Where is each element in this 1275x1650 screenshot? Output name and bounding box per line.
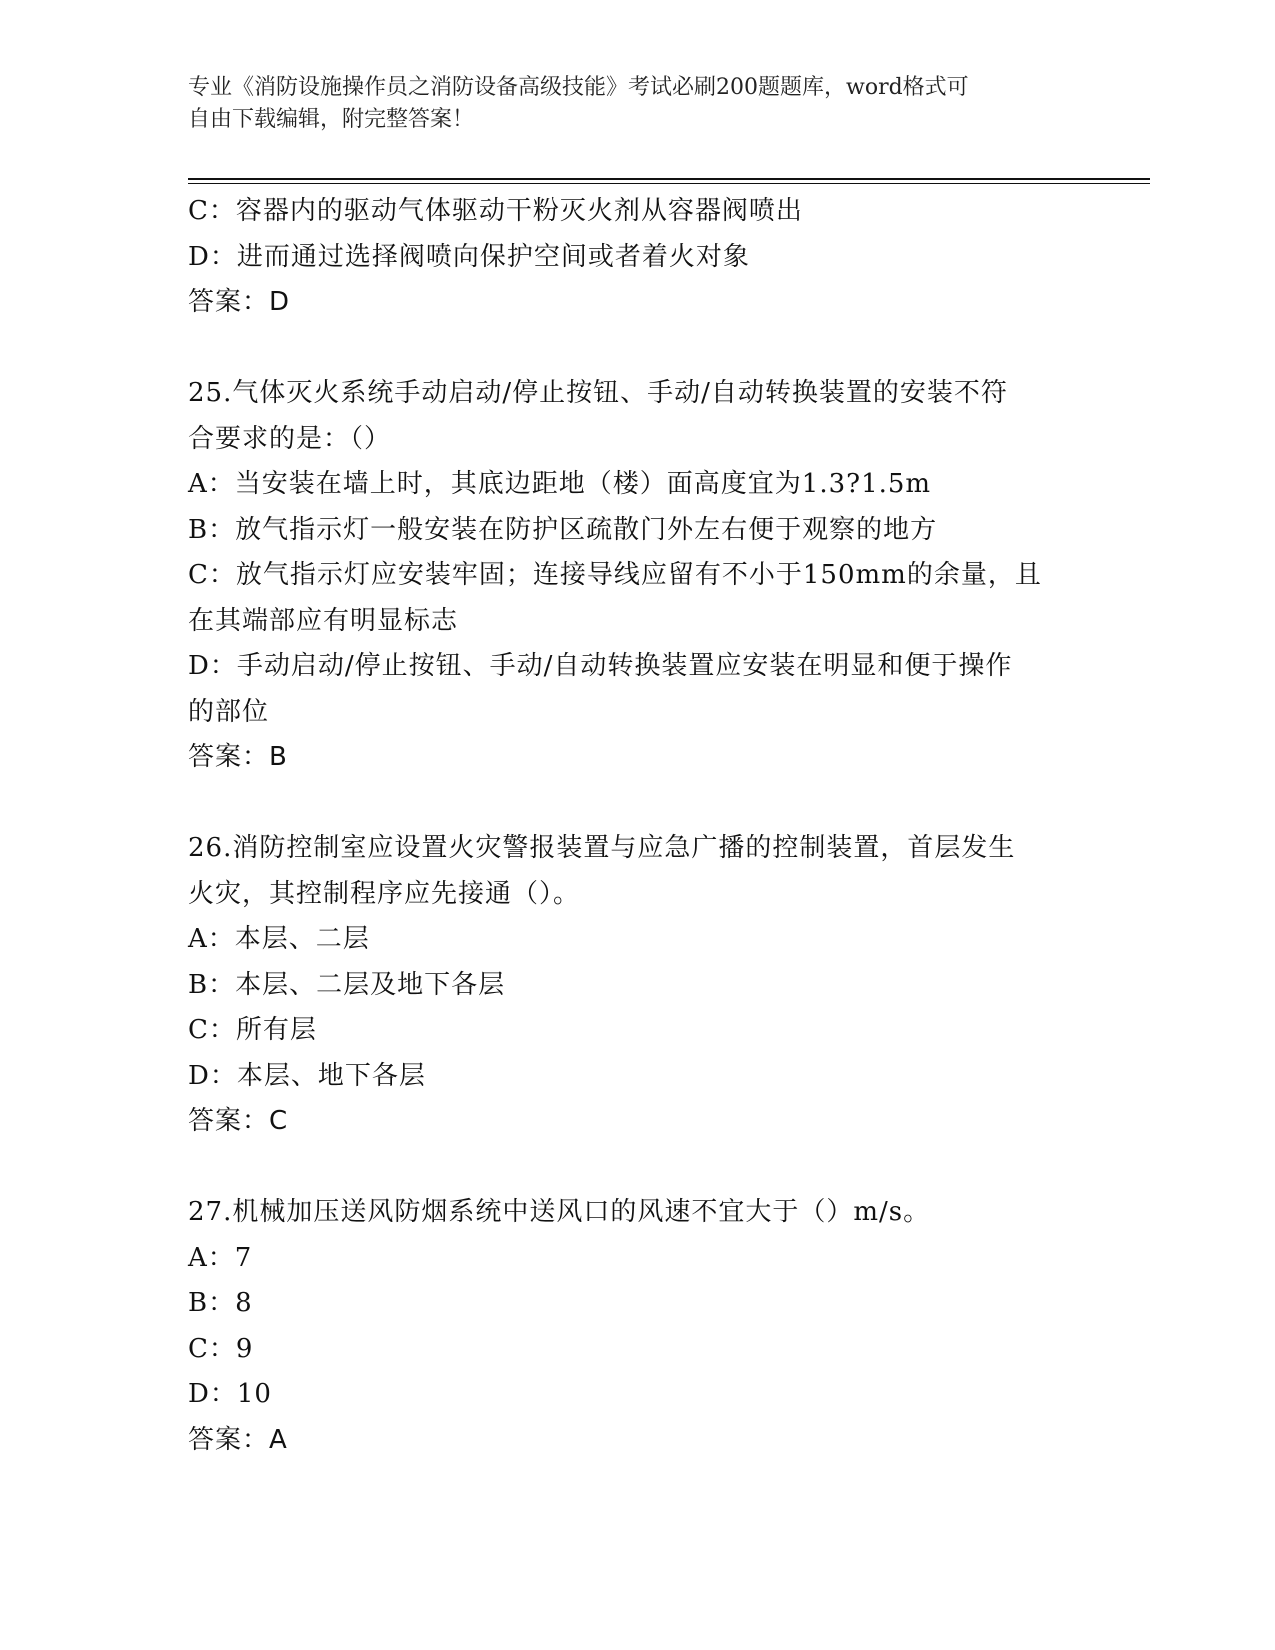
document-header [188, 72, 1088, 136]
option-b: B：本层、二层及地下各层 [188, 969, 506, 1000]
spacer [188, 326, 1078, 372]
option-b: B：8 [188, 1288, 253, 1318]
option-d: D：进而通过选择阀喷向保护空间或者着火对象 [188, 241, 750, 272]
option-c: C：所有层 [188, 1015, 317, 1045]
question-26 [188, 826, 1078, 1145]
question-stem-continued: 合要求的是：（） [188, 423, 392, 454]
header-line-1: 专业《消防设施操作员之消防设备高级技能》考试必刷200题题库，word格式可 [188, 75, 969, 100]
previous-question-tail [188, 189, 1078, 326]
answer: 答案：B [188, 742, 288, 772]
question-27 [188, 1190, 1078, 1463]
spacer [188, 781, 1078, 827]
answer: 答案：C [188, 1106, 289, 1136]
header-line-2: 自由下载编辑，附完整答案！ [188, 107, 475, 132]
answer: 答案：A [188, 1424, 288, 1455]
option-c: C：9 [188, 1333, 254, 1364]
option-c-continued: 在其端部应有明显标志 [188, 605, 459, 636]
spacer [188, 1145, 1078, 1191]
question-stem: 25.气体灭火系统手动启动/停止按钮、手动/自动转换装置的安装不符 [188, 378, 1008, 408]
option-d: D：手动启动/停止按钮、手动/自动转换装置应安装在明显和便于操作 [188, 651, 1013, 681]
question-25 [188, 371, 1078, 781]
header-rule-thin [188, 183, 1150, 184]
option-d: D：本层、地下各层 [188, 1060, 426, 1091]
option-d-continued: 的部位 [188, 696, 270, 727]
option-a: A：本层、二层 [188, 924, 370, 954]
question-stem-continued: 火灾，其控制程序应先接通（）。 [188, 878, 581, 909]
document-body [188, 189, 1078, 1463]
answer: 答案：D [188, 287, 291, 317]
question-stem: 26.消防控制室应设置火灾警报装置与应急广播的控制装置，首层发生 [188, 833, 1016, 863]
option-d: D：10 [188, 1379, 272, 1409]
option-a: A：当安装在墙上时，其底边距地（楼）面高度宜为1.3?1.5m [188, 469, 932, 499]
option-a: A：7 [188, 1242, 253, 1273]
option-c: C：放气指示灯应安装牢固；连接导线应留有不小于150mm的余量，且 [188, 560, 1042, 590]
question-stem: 27.机械加压送风防烟系统中送风口的风速不宜大于（）m/s。 [188, 1197, 931, 1227]
option-c: C：容器内的驱动气体驱动干粉灭火剂从容器阀喷出 [188, 196, 803, 226]
header-rule-thick [188, 178, 1150, 180]
option-b: B：放气指示灯一般安装在防护区疏散门外左右便于观察的地方 [188, 514, 938, 545]
